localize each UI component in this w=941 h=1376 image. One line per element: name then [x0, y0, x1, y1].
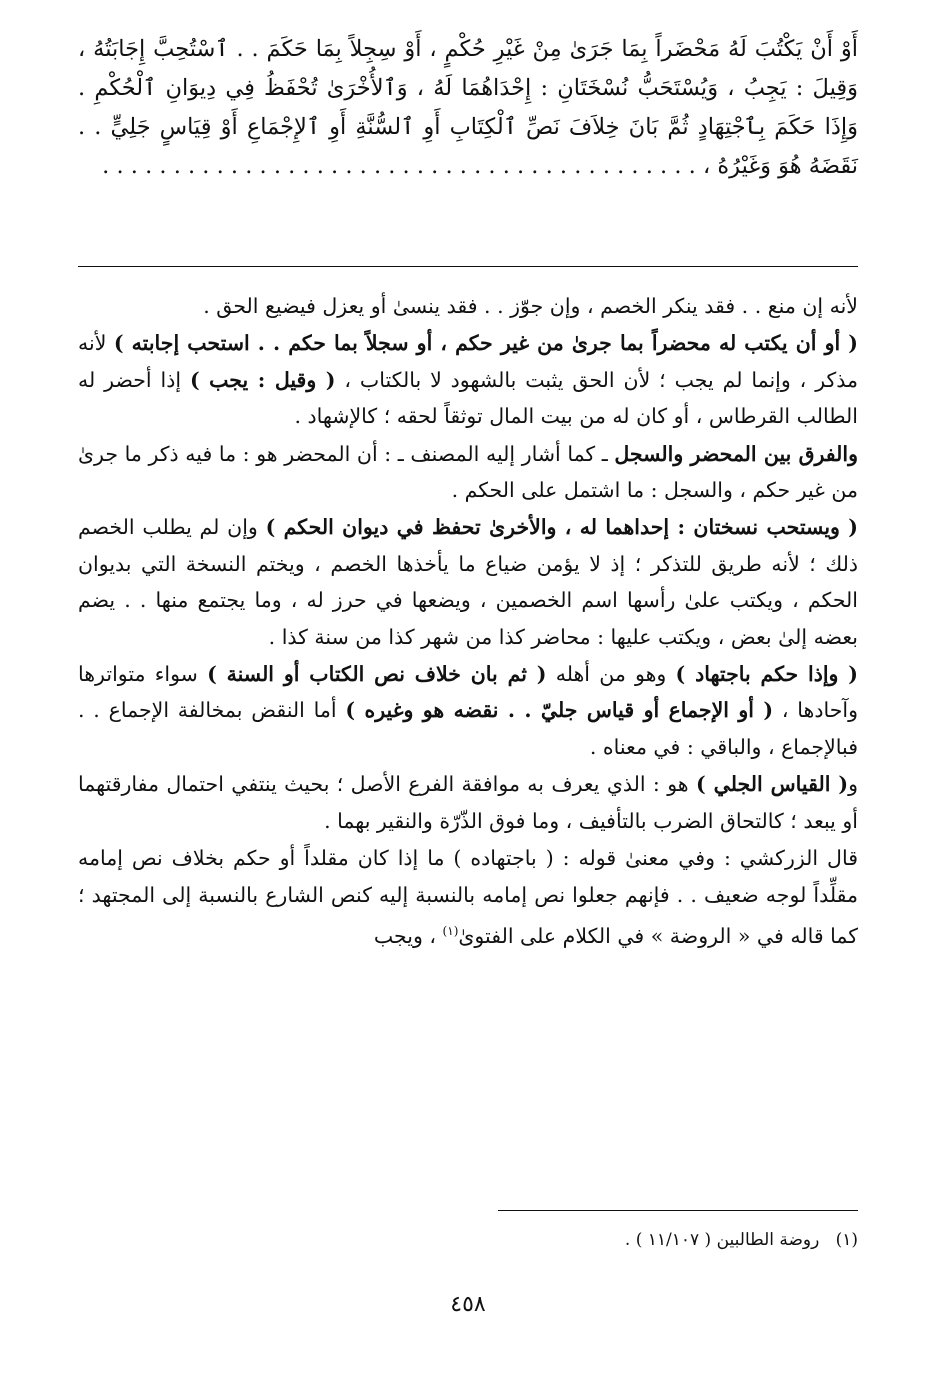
quoted-matn: ( وقيل : يجب )	[189, 367, 336, 392]
commentary: هو : الذي يعرف به موافقة الفرع الأصل ؛ بحيث ينتفي احتمال مفارقتهما أو يبعد ؛ كالتحاق الضرب بالتأفيف ، وما فوق الذّرّة والنقير بهما .	[78, 772, 858, 833]
commentary: وهو من أهله	[546, 662, 676, 687]
footnote-number: (١)	[835, 1230, 858, 1250]
sharh-text	[78, 288, 858, 955]
commentary: إذا أحضر له الطالب القرطاس ، أو كان له من بيت المال توثقاً لحقه ؛ كالإشهاد .	[78, 367, 858, 429]
sharh-paragraph-4	[78, 509, 858, 655]
footnote-reference: (١)	[442, 923, 459, 938]
conjunction: و	[848, 772, 858, 797]
sharh-paragraph-7	[78, 840, 858, 954]
commentary: ـ كما أشار إليه المصنف ـ : أن المحضر هو : ما فيه ذكر ما جرىٰ من غير حكم ، والسجل : ما اشتمل على الحكم .	[78, 441, 858, 503]
sharh-paragraph-1: لأنه إن منع . . فقد ينكر الخصم ، وإن جوّز . . فقد ينسىٰ أو يعزل فيضيع الحق .	[203, 294, 858, 318]
quoted-matn: ( القياس الجلي )	[695, 772, 849, 797]
footnote-separator-line	[498, 1210, 858, 1211]
page-number: ٤٥٨	[450, 1292, 486, 1317]
commentary: سواء متواترها وآحادها ،	[78, 662, 858, 723]
quoted-matn: ( ويستحب نسختان : إحداهما له ، والأخرىٰ تحفظ في ديوان الحكم )	[265, 515, 859, 540]
matn-separator-line	[78, 266, 858, 267]
quoted-matn: ( أو الإجماع أو قياس جليّ . . نقضه هو وغيره )	[345, 698, 774, 723]
sharh-paragraph-2	[78, 325, 858, 434]
commentary: قال الزركشي : وفي معنىٰ قوله : ( باجتهاده ) ما إذا كان مقلداً أو حكم بخلاف نص إمامه مقلِّداً لوجه ضعيف . . فإنهم جعلوا نص إمامه بالنسبة إليه كنص الشارع بالنسبة إلى المجتهد ؛ كما قاله في « الروضة » في الكلام على الفتوىٰ	[78, 846, 858, 948]
footnote	[78, 1226, 858, 1254]
quoted-matn: ( وإذا حكم باجتهاد )	[675, 662, 858, 687]
quoted-matn: ( أو أن يكتب له محضراً بما جرىٰ من غير حكم ، أو سجلاً بما حكم . . استحب إجابته )	[113, 331, 858, 356]
sharh-paragraph-6	[78, 766, 858, 839]
matn-text	[78, 30, 858, 186]
sharh-paragraph-3	[78, 436, 858, 509]
commentary: لأنه مذكر ، وإنما لم يجب ؛ لأن الحق يثبت بالشهود لا بالكتاب ،	[78, 331, 859, 392]
term-heading: والفرق بين المحضر والسجل	[614, 441, 858, 466]
commentary: أما النقض بمخالفة الإجماع . . فبالإجماع ، والباقي : في معناه .	[78, 698, 858, 759]
sharh-paragraph-5	[78, 656, 858, 765]
commentary: ، ويجب	[373, 923, 443, 948]
book-page	[78, 30, 858, 1350]
quoted-matn: ( ثم بان خلاف نص الكتاب أو السنة )	[207, 662, 547, 687]
commentary: وإن لم يطلب الخصم ذلك ؛ لأنه طريق للتذكر ؛ إذ لا يؤمن ضياع ما يأخذها الخصم ، ويختم النسخة التي بديوان الحكم ، ويكتب علىٰ رأسها اسم الخصمين ، ويضعها في حرز له ، وما يجتمع منها . . يضم بعضه إلىٰ بعض ، ويكتب عليها : محاضر كذا من شهر كذا من سنة كذا .	[78, 515, 858, 649]
footnote-text: روضة الطالبين ( ١١/١٠٧ ) .	[624, 1230, 820, 1250]
matn-paragraph: أَوْ أَنْ يَكْتُبَ لَهُ مَحْضَراً بِمَا جَرَىٰ مِنْ غَيْرِ حُكْمٍ ، أَوْ سِجِلاً بِمَا حَكَمَ . . ٱسْتُحِبَّ إِجَابَتُهُ ، وَقِيلَ : يَجِبُ ، وَيُسْتَحَبُّ نُسْخَتَانِ : إِحْدَاهُمَا لَهُ ، وَٱلأُخْرَىٰ تُحْفَظُ فِي دِيوَانِ ٱلْحُكْمِ . وَإِذَا حَكَمَ بِٱجْتِهَادٍ ثُمَّ بَانَ خِلاَفَ نَصِّ ٱلْكِتَابِ أَوِ ٱلسُّنَّةِ أَوِ ٱلإِجْمَاعِ أَوْ قِيَاسٍ جَلِيٍّ . . نَقَضَهُ هُوَ وَغَيْرُهُ ، . . . . . . . . . . . . . . . . . . . . . . . . . . . . . . . . . . . . . . . . . .	[78, 36, 858, 179]
